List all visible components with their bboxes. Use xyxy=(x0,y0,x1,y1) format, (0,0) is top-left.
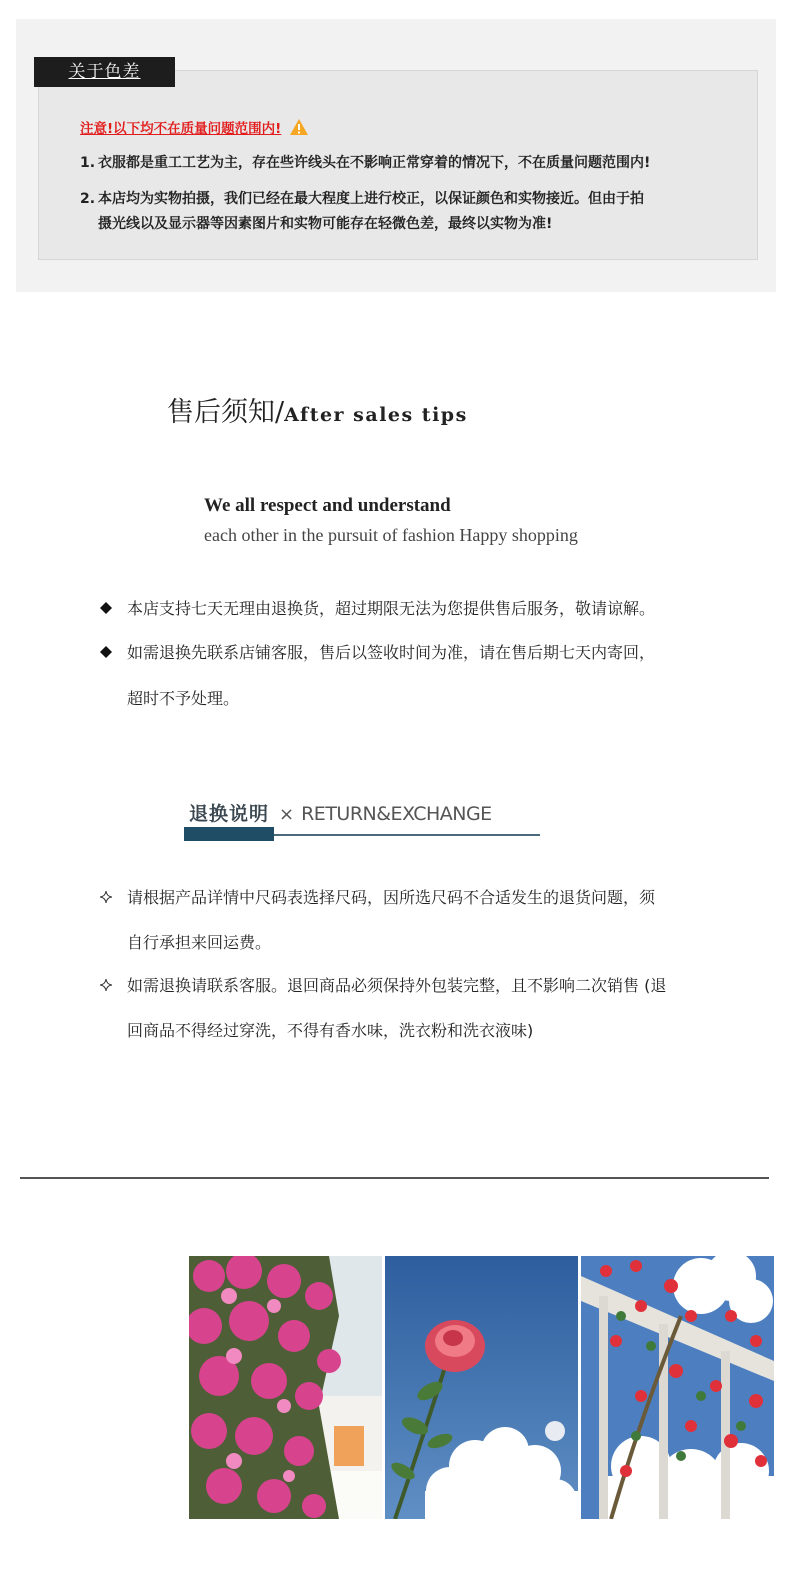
return-point-text: 请根据产品详情中尺码表选择尺码，因所选尺码不合适发生的退货问题，须 xyxy=(127,888,656,907)
return-exchange-title-cn: 退换说明 xyxy=(189,803,270,825)
note-item-text: 衣服都是重工工艺为主，存在些许线头在不影响正常穿着的情况下，不在质量问题范围内! xyxy=(98,155,651,171)
after-sales-title xyxy=(167,390,468,429)
after-sales-point-1 xyxy=(100,596,655,619)
note-item-number: 2. xyxy=(80,191,96,207)
return-point-text: 如需退换请联系客服。退回商品必须保持外包装完整，且不影响二次销售 (退 xyxy=(127,976,667,995)
after-sales-point-text: 如需退换先联系店铺客服，售后以签收时间为准，请在售后期七天内寄回， xyxy=(127,643,656,662)
after-sales-point-2 xyxy=(100,640,655,663)
warning-triangle-icon xyxy=(289,118,309,136)
after-sales-point-text: 本店支持七天无理由退换货，超过期限无法为您提供售后服务，敬请谅解。 xyxy=(127,599,656,618)
photo-bougainvillea xyxy=(189,1256,382,1519)
diamond-filled-icon xyxy=(100,602,127,614)
sparkle-outline-icon xyxy=(100,891,127,903)
photo-roses-fence xyxy=(581,1256,774,1519)
section-divider xyxy=(20,1177,769,1179)
after-sales-title-en: After sales tips xyxy=(284,404,468,426)
diamond-filled-icon xyxy=(100,646,127,658)
after-sales-subtitle-bold: We all respect and understand xyxy=(204,495,451,516)
return-exchange-accent-bar xyxy=(184,827,274,841)
note-item-text: 摄光线以及显示器等因素图片和实物可能存在轻微色差，最终以实物为准! xyxy=(98,216,553,232)
note-item-1 xyxy=(80,150,730,176)
after-sales-title-cn: 售后须知 xyxy=(167,397,275,428)
return-point-2-continued: 回商品不得经过穿洗，不得有香水味，洗衣粉和洗衣液味) xyxy=(127,1021,534,1040)
return-exchange-header xyxy=(189,799,492,826)
return-exchange-sep: × xyxy=(279,804,295,825)
return-point-1 xyxy=(100,885,655,908)
note-item-2 xyxy=(80,186,730,212)
color-note-title: 关于色差 xyxy=(34,57,175,87)
quality-warning xyxy=(80,117,309,137)
after-sales-subtitle: each other in the pursuit of fashion Happy shopping xyxy=(204,525,578,545)
note-item-number: 1. xyxy=(80,155,96,171)
return-exchange-title-en: RETURN&EXCHANGE xyxy=(301,803,492,825)
quality-warning-text: 注意!以下均不在质量问题范围内! xyxy=(80,121,282,137)
sparkle-outline-icon xyxy=(100,979,127,991)
after-sales-point-2-continued: 超时不予处理。 xyxy=(127,689,240,708)
return-point-1-continued: 自行承担来回运费。 xyxy=(127,933,272,952)
photo-rose-sky xyxy=(385,1256,578,1519)
return-point-2 xyxy=(100,973,666,996)
note-item-text: 本店均为实物拍摄，我们已经在最大程度上进行校正，以保证颜色和实物接近。但由于拍 xyxy=(98,191,644,207)
after-sales-title-sep: / xyxy=(275,397,285,428)
note-item-2-continued xyxy=(98,211,748,237)
